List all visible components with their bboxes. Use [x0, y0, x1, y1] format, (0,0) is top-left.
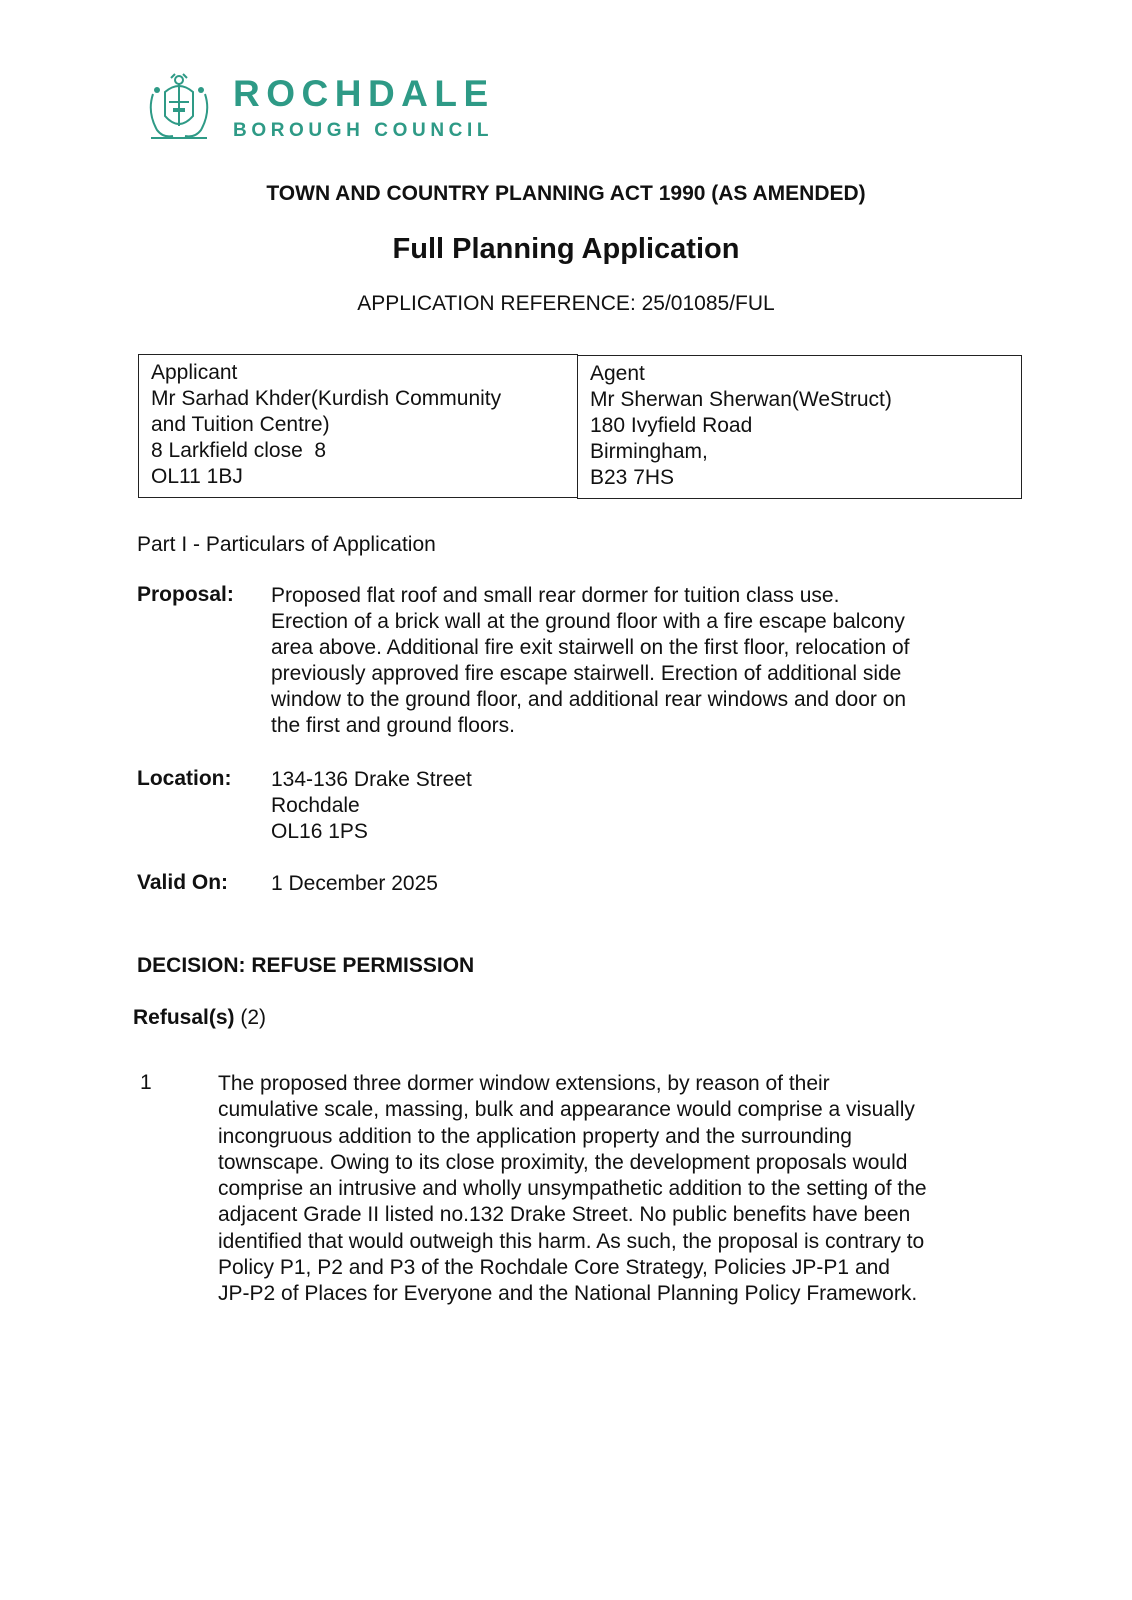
agent-line: B23 7HS: [590, 466, 675, 489]
refusals-label: Refusal(s): [133, 1006, 235, 1029]
valid-on-label: Valid On:: [137, 871, 229, 894]
location-line: Rochdale: [271, 794, 360, 817]
coat-of-arms-icon: [143, 72, 215, 144]
location-text: [271, 767, 991, 845]
agent-label: Agent: [590, 362, 645, 385]
agent-line: Mr Sherwan Sherwan(WeStruct): [590, 388, 892, 411]
refusal-line: Policy P1, P2 and P3 of the Rochdale Core Strategy, Policies JP-P1 and: [218, 1256, 890, 1280]
proposal-text: [271, 583, 991, 739]
applicant-line: Mr Sarhad Khder(Kurdish Community: [151, 387, 502, 410]
applicant-label: Applicant: [151, 361, 238, 384]
location-line: 134-136 Drake Street: [271, 768, 472, 791]
refusal-line: comprise an intrusive and wholly unsympathetic addition to the setting of the: [218, 1177, 927, 1201]
proposal-label: Proposal:: [137, 583, 234, 606]
refusal-line: The proposed three dormer window extensions, by reason of their: [218, 1072, 830, 1095]
proposal-line: Proposed flat roof and small rear dormer for tuition class use.: [271, 584, 840, 607]
applicant-box: [138, 354, 578, 498]
proposal-line: area above. Additional fire exit stairwell on the first floor, relocation of: [271, 636, 910, 659]
particulars-heading: Part I - Particulars of Application: [137, 533, 436, 556]
refusal-line: incongruous addition to the application property and the surrounding: [218, 1124, 852, 1148]
valid-on-value: 1 December 2025: [271, 872, 438, 895]
agent-box: [577, 355, 1022, 499]
refusal-number: 1: [140, 1071, 152, 1094]
refusal-line: adjacent Grade II listed no.132 Drake Street. No public benefits have been: [218, 1203, 911, 1227]
location-line: OL16 1PS: [271, 820, 368, 843]
logo-name: ROCHDALE: [233, 73, 495, 114]
refusal-reason: [218, 1071, 998, 1308]
logo-subtitle: BOROUGH COUNCIL: [233, 120, 494, 141]
refusals-count: (2): [240, 1006, 267, 1029]
proposal-line: the first and ground floors.: [271, 714, 515, 737]
location-label: Location:: [137, 767, 232, 790]
application-reference: APPLICATION REFERENCE: 25/01085/FUL: [357, 292, 775, 315]
refusals-heading: [133, 1006, 266, 1030]
applicant-line: OL11 1BJ: [151, 465, 243, 488]
refusal-line: townscape. Owing to its close proximity, the development proposals would: [218, 1150, 908, 1174]
proposal-line: window to the ground floor, and additional rear windows and door on: [271, 688, 907, 711]
refusal-line: JP-P2 of Places for Everyone and the National Planning Policy Framework.: [218, 1282, 918, 1306]
refusal-line: cumulative scale, massing, bulk and appearance would comprise a visually: [218, 1098, 915, 1122]
applicant-line: and Tuition Centre): [151, 413, 330, 436]
decision-heading: DECISION: REFUSE PERMISSION: [137, 954, 475, 977]
agent-line: Birmingham,: [590, 440, 708, 463]
council-logo: [143, 72, 495, 144]
proposal-line: Erection of a brick wall at the ground floor with a fire escape balcony: [271, 610, 905, 633]
page-title: Full Planning Application: [392, 233, 740, 265]
agent-line: 180 Ivyfield Road: [590, 414, 753, 437]
act-heading: TOWN AND COUNTRY PLANNING ACT 1990 (AS AMENDED): [266, 182, 866, 205]
proposal-line: previously approved fire escape stairwell. Erection of additional side: [271, 662, 902, 685]
refusal-line: identified that would outweigh this harm. As such, the proposal is contrary to: [218, 1229, 925, 1253]
applicant-line: 8 Larkfield close 8: [151, 439, 327, 462]
